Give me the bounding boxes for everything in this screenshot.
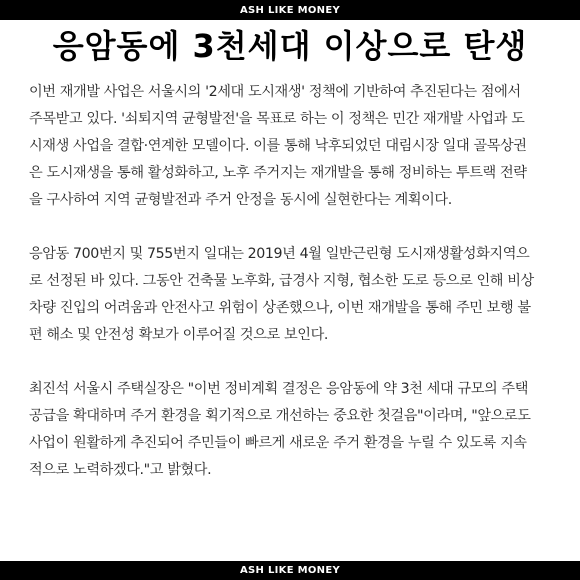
- paragraph-line: 차량 진입의 어려움과 안전사고 위험이 상존했으나, 이번 재개발을 통해 주민 보행 불: [29, 300, 531, 316]
- paragraph-line: 최진석 서울시 주택실장은 "이번 정비계획 결정은 응암동에 약 3천 세대 규모의 주택: [29, 381, 529, 397]
- paragraph-line: 편 해소 및 안전성 확보가 이루어질 것으로 보인다.: [29, 327, 328, 343]
- paragraph-2: [29, 241, 555, 349]
- paragraph-line: 을 구사하여 지역 균형발전과 주거 안정을 동시에 실현한다는 계획이다.: [29, 192, 452, 208]
- brand-label-bottom: ASH LIKE MONEY: [239, 565, 341, 576]
- article-body: [29, 79, 555, 484]
- paragraph-line: 사업이 원활하게 추진되어 주민들이 빠르게 새로운 주거 환경을 누릴 수 있도록 지속: [29, 435, 527, 451]
- paragraph-line: 공급을 확대하며 주거 환경을 획기적으로 개선하는 중요한 첫걸음"이라며, "앞으로도: [29, 408, 531, 424]
- paragraph-line: 로 선정된 바 있다. 그동안 건축물 노후화, 급경사 지형, 협소한 도로 등으로 인해 비상: [29, 273, 534, 289]
- paragraph-3: [29, 376, 555, 484]
- bottom-brand-bar: [0, 561, 580, 580]
- brand-label-top: ASH LIKE MONEY: [239, 4, 341, 16]
- paragraph-line: 주목받고 있다. '쇠퇴지역 균형발전'을 목표로 하는 이 정책은 민간 재개발 사업과 도: [29, 111, 525, 127]
- paragraph-line: 이번 재개발 사업은 서울시의 '2세대 도시재생' 정책에 기반하여 추진된다는 점에서: [29, 84, 521, 100]
- top-brand-bar: [0, 0, 580, 20]
- paragraph-line: 적으로 노력하겠다."고 밝혔다.: [29, 462, 212, 478]
- paragraph-line: 시재생 사업을 결합·연계한 모델이다. 이를 통해 낙후되었던 대림시장 일대 골목상권: [29, 138, 527, 154]
- paragraph-1: [29, 79, 555, 214]
- paragraph-line: 응암동 700번지 및 755번지 일대는 2019년 4월 일반근린형 도시재생활성화지역으: [29, 246, 530, 262]
- headline: 응암동에 3천세대 이상으로 탄생: [52, 27, 528, 65]
- paragraph-line: 은 도시재생을 통해 활성화하고, 노후 주거지는 재개발을 통해 정비하는 투트랙 전략: [29, 165, 527, 181]
